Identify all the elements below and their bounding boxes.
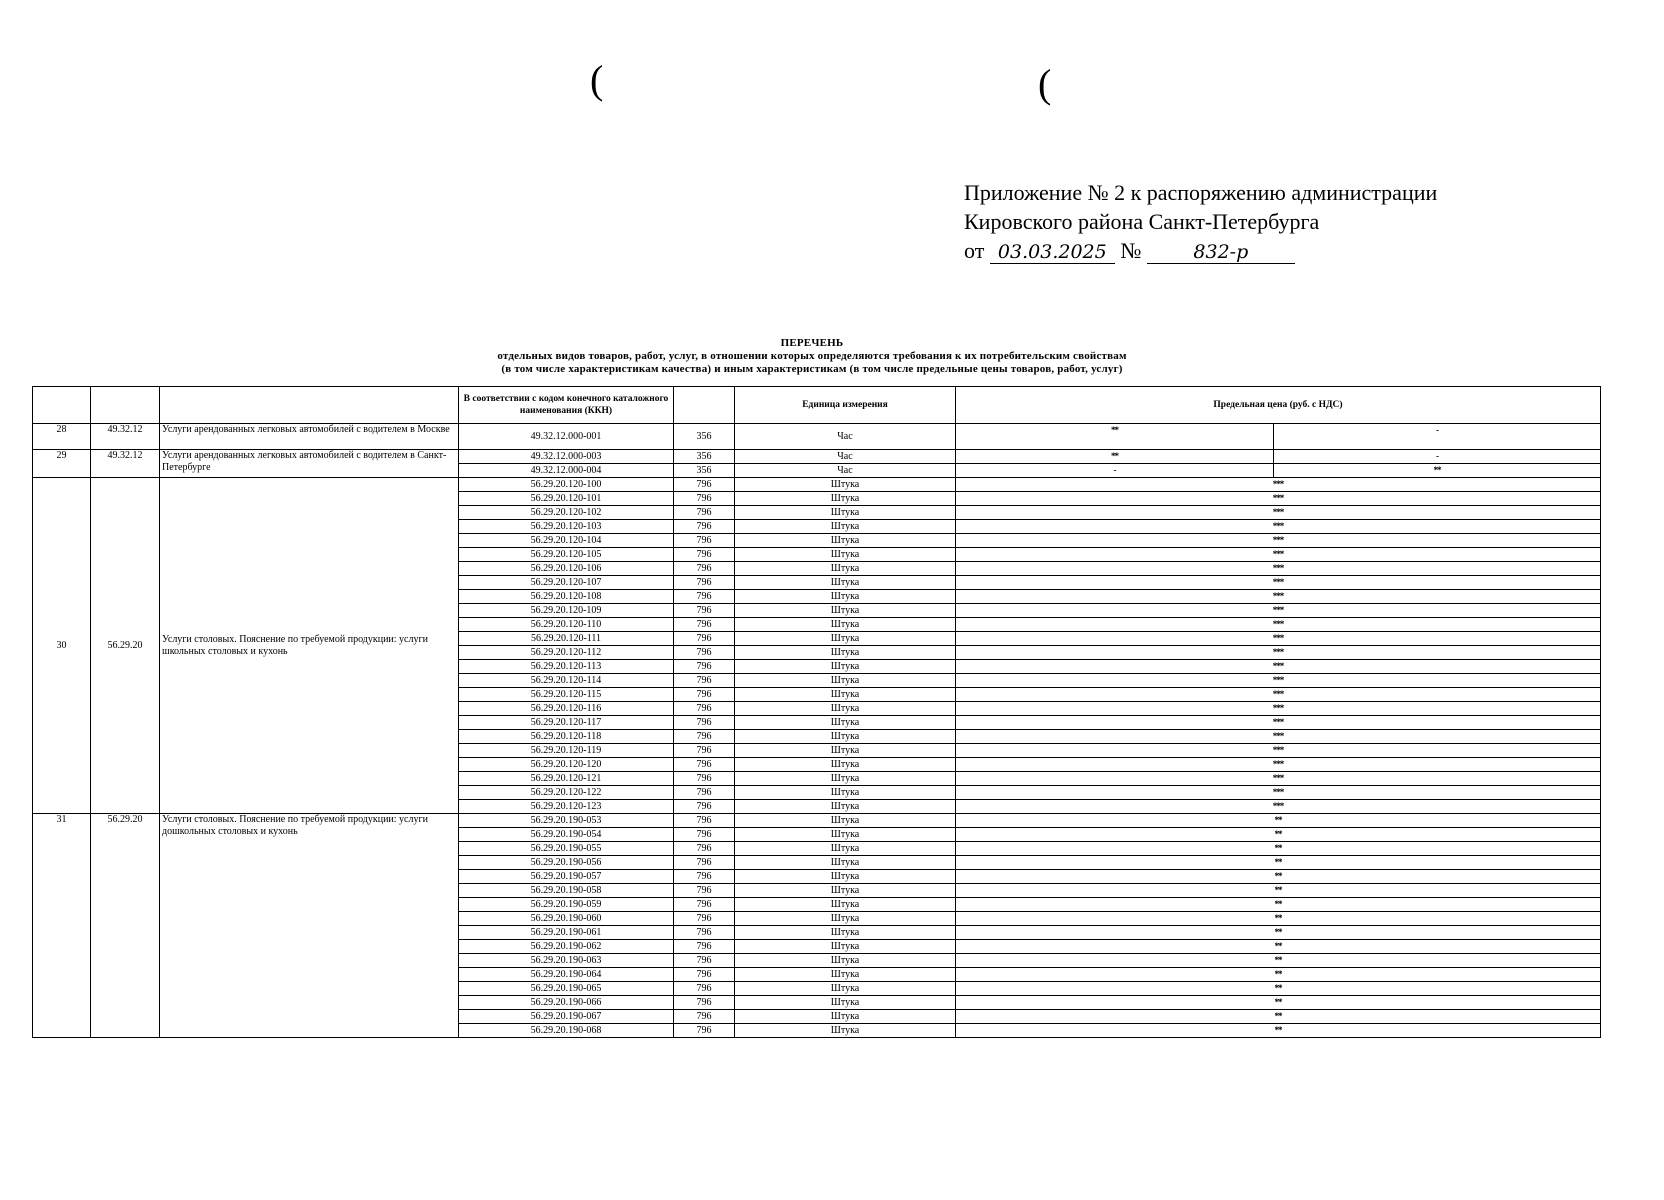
unit-name: Штука (735, 982, 956, 996)
okei-code: 796 (674, 968, 735, 982)
okei-code: 796 (674, 856, 735, 870)
service-name: Услуги столовых. Пояснение по требуемой продукции: услуги школьных столовых и кухонь (160, 478, 459, 814)
kkn-code: 56.29.20.190-066 (459, 996, 674, 1010)
kkn-code: 56.29.20.120-119 (459, 744, 674, 758)
price-moscow: ** (956, 424, 1274, 450)
appendix-line-3 (964, 236, 1437, 265)
kkn-code: 56.29.20.190-057 (459, 870, 674, 884)
okei-code: 796 (674, 604, 735, 618)
kkn-code: 56.29.20.120-107 (459, 576, 674, 590)
kkn-code: 49.32.12.000-001 (459, 424, 674, 450)
row-number: 29 (33, 450, 91, 478)
unit-name: Час (735, 424, 956, 450)
price-limit: ** (956, 954, 1601, 968)
kkn-code: 56.29.20.190-068 (459, 1024, 674, 1038)
requirements-table-wrap (32, 386, 1600, 1038)
okei-code: 796 (674, 982, 735, 996)
unit-name: Штука (735, 702, 956, 716)
header-price: Предельная цена (руб. с НДС) (956, 387, 1601, 424)
price-limit: *** (956, 534, 1601, 548)
okei-code: 796 (674, 716, 735, 730)
kkn-code: 56.29.20.120-102 (459, 506, 674, 520)
kkn-code: 56.29.20.120-104 (459, 534, 674, 548)
okei-code: 796 (674, 1010, 735, 1024)
list-heading: ПЕРЕЧЕНЬ (780, 337, 844, 349)
okei-code: 796 (674, 940, 735, 954)
table-row (33, 450, 1601, 464)
okei-code: 796 (674, 996, 735, 1010)
unit-name: Штука (735, 772, 956, 786)
price-limit: ** (956, 1010, 1601, 1024)
appendix-line-1: Приложение № 2 к распоряжению администрации (964, 180, 1438, 205)
price-limit: ** (956, 982, 1601, 996)
kkn-code: 56.29.20.120-111 (459, 632, 674, 646)
kkn-code: 56.29.20.120-116 (459, 702, 674, 716)
kkn-code: 56.29.20.120-101 (459, 492, 674, 506)
unit-name: Штука (735, 870, 956, 884)
okei-code: 796 (674, 702, 735, 716)
unit-name: Штука (735, 898, 956, 912)
price-limit: *** (956, 744, 1601, 758)
service-name: Услуги столовых. Пояснение по требуемой продукции: услуги дошкольных столовых и кухонь (160, 814, 459, 1038)
unit-name: Штука (735, 968, 956, 982)
kkn-code: 56.29.20.120-108 (459, 590, 674, 604)
unit-name: Штука (735, 842, 956, 856)
unit-name: Штука (735, 562, 956, 576)
appendix-block (964, 178, 1437, 265)
okei-code: 796 (674, 828, 735, 842)
service-name: Услуги арендованных легковых автомобилей с водителем в Москве (160, 424, 459, 450)
kkn-code: 56.29.20.120-113 (459, 660, 674, 674)
table-body (33, 424, 1601, 1038)
okei-code: 796 (674, 646, 735, 660)
unit-name: Штука (735, 548, 956, 562)
price-limit: *** (956, 562, 1601, 576)
kkn-code: 56.29.20.190-053 (459, 814, 674, 828)
price-limit: *** (956, 786, 1601, 800)
number-label: № (1120, 238, 1142, 263)
kkn-code: 49.32.12.000-003 (459, 450, 674, 464)
price-limit: *** (956, 758, 1601, 772)
unit-name: Штука (735, 1010, 956, 1024)
kkn-code: 56.29.20.120-120 (459, 758, 674, 772)
price-limit: *** (956, 772, 1601, 786)
price-limit: *** (956, 646, 1601, 660)
kkn-code: 56.29.20.190-064 (459, 968, 674, 982)
unit-name: Штука (735, 730, 956, 744)
okei-code: 796 (674, 618, 735, 632)
kkn-code: 56.29.20.120-112 (459, 646, 674, 660)
okei-code: 356 (674, 450, 735, 464)
price-limit: ** (956, 828, 1601, 842)
price-limit: ** (956, 814, 1601, 828)
okei-code: 796 (674, 898, 735, 912)
price-limit: ** (956, 996, 1601, 1010)
okei-code: 796 (674, 800, 735, 814)
kkn-code: 49.32.12.000-004 (459, 464, 674, 478)
unit-name: Штука (735, 478, 956, 492)
kkn-code: 56.29.20.190-055 (459, 842, 674, 856)
price-limit: *** (956, 506, 1601, 520)
price-spb: - (1274, 450, 1601, 464)
header-okpd (91, 387, 160, 424)
okei-code: 796 (674, 912, 735, 926)
table-header-row (33, 387, 1601, 424)
price-limit: ** (956, 926, 1601, 940)
row-number: 28 (33, 424, 91, 450)
okei-code: 796 (674, 814, 735, 828)
kkn-code: 56.29.20.190-067 (459, 1010, 674, 1024)
okei-code: 796 (674, 730, 735, 744)
price-limit: *** (956, 702, 1601, 716)
unit-name: Штука (735, 954, 956, 968)
okei-code: 796 (674, 926, 735, 940)
unit-name: Штука (735, 506, 956, 520)
okei-code: 796 (674, 492, 735, 506)
unit-name: Штука (735, 590, 956, 604)
okei-code: 796 (674, 772, 735, 786)
kkn-code: 56.29.20.120-117 (459, 716, 674, 730)
unit-name: Штука (735, 1024, 956, 1038)
kkn-code: 56.29.20.120-106 (459, 562, 674, 576)
kkn-code: 56.29.20.190-065 (459, 982, 674, 996)
unit-name: Штука (735, 758, 956, 772)
okei-code: 796 (674, 842, 735, 856)
from-label: от (964, 238, 985, 263)
price-limit: *** (956, 618, 1601, 632)
list-title (0, 337, 1624, 376)
okei-code: 796 (674, 660, 735, 674)
kkn-code: 56.29.20.120-109 (459, 604, 674, 618)
price-limit: ** (956, 870, 1601, 884)
price-moscow: - (956, 464, 1274, 478)
okei-code: 796 (674, 520, 735, 534)
okei-code: 796 (674, 954, 735, 968)
unit-name: Штука (735, 800, 956, 814)
okei-code: 796 (674, 632, 735, 646)
unit-name: Штука (735, 632, 956, 646)
okei-code: 796 (674, 1024, 735, 1038)
price-spb: ** (1274, 464, 1601, 478)
kkn-code: 56.29.20.120-115 (459, 688, 674, 702)
price-limit: *** (956, 548, 1601, 562)
price-limit: *** (956, 716, 1601, 730)
okei-code: 356 (674, 464, 735, 478)
unit-name: Штука (735, 744, 956, 758)
table-row (33, 424, 1601, 450)
price-limit: *** (956, 800, 1601, 814)
unit-name: Час (735, 450, 956, 464)
header-name (160, 387, 459, 424)
okei-code: 796 (674, 786, 735, 800)
unit-name: Штука (735, 940, 956, 954)
price-limit: ** (956, 856, 1601, 870)
row-number: 31 (33, 814, 91, 1038)
kkn-code: 56.29.20.120-110 (459, 618, 674, 632)
list-subtitle-2: (в том числе характеристикам качества) и иным характеристикам (в том числе предельные цены товаров, работ, услуг) (501, 363, 1123, 375)
okei-code: 796 (674, 688, 735, 702)
header-okei (674, 387, 735, 424)
binding-mark-left: ( (590, 57, 604, 102)
requirements-table (32, 386, 1601, 1038)
price-moscow: ** (956, 450, 1274, 464)
price-limit: *** (956, 674, 1601, 688)
kkn-code: 56.29.20.120-118 (459, 730, 674, 744)
price-limit: ** (956, 940, 1601, 954)
kkn-code: 56.29.20.120-100 (459, 478, 674, 492)
okpd-code: 56.29.20 (91, 814, 160, 1038)
okei-code: 796 (674, 562, 735, 576)
table-row (33, 814, 1601, 828)
service-name: Услуги арендованных легковых автомобилей с водителем в Санкт-Петербурге (160, 450, 459, 478)
unit-name: Штука (735, 660, 956, 674)
okpd-code: 49.32.12 (91, 424, 160, 450)
price-limit: *** (956, 632, 1601, 646)
price-spb: - (1274, 424, 1601, 450)
unit-name: Штука (735, 856, 956, 870)
price-limit: *** (956, 660, 1601, 674)
price-limit: *** (956, 688, 1601, 702)
okei-code: 796 (674, 758, 735, 772)
okei-code: 796 (674, 870, 735, 884)
price-limit: ** (956, 968, 1601, 982)
kkn-code: 56.29.20.190-063 (459, 954, 674, 968)
kkn-code: 56.29.20.120-122 (459, 786, 674, 800)
price-limit: ** (956, 912, 1601, 926)
unit-name: Штука (735, 688, 956, 702)
kkn-code: 56.29.20.190-060 (459, 912, 674, 926)
unit-name: Штука (735, 646, 956, 660)
unit-name: Штука (735, 996, 956, 1010)
kkn-code: 56.29.20.120-105 (459, 548, 674, 562)
header-unit: Единица измерения (735, 387, 956, 424)
price-limit: *** (956, 520, 1601, 534)
unit-name: Штука (735, 884, 956, 898)
unit-name: Штука (735, 912, 956, 926)
okei-code: 796 (674, 576, 735, 590)
price-limit: ** (956, 898, 1601, 912)
okei-code: 796 (674, 534, 735, 548)
binding-mark-right: ( (1038, 61, 1052, 106)
price-limit: ** (956, 1024, 1601, 1038)
okei-code: 796 (674, 590, 735, 604)
order-number: 832-р (1147, 241, 1295, 264)
okei-code: 356 (674, 424, 735, 450)
okei-code: 796 (674, 884, 735, 898)
unit-name: Штука (735, 520, 956, 534)
kkn-code: 56.29.20.120-103 (459, 520, 674, 534)
price-limit: ** (956, 884, 1601, 898)
header-kkn: В соответствии с кодом конечного каталожного наименования (ККН) (459, 387, 674, 424)
header-num (33, 387, 91, 424)
table-row (33, 478, 1601, 492)
unit-name: Штука (735, 716, 956, 730)
okei-code: 796 (674, 744, 735, 758)
unit-name: Штука (735, 674, 956, 688)
price-limit: *** (956, 492, 1601, 506)
unit-name: Штука (735, 604, 956, 618)
list-subtitle-1: отдельных видов товаров, работ, услуг, в отношении которых определяются требования к их потребительским свойствам (497, 350, 1127, 362)
unit-name: Штука (735, 492, 956, 506)
unit-name: Штука (735, 576, 956, 590)
okei-code: 796 (674, 506, 735, 520)
unit-name: Штука (735, 926, 956, 940)
kkn-code: 56.29.20.190-061 (459, 926, 674, 940)
okei-code: 796 (674, 548, 735, 562)
okpd-code: 56.29.20 (91, 478, 160, 814)
price-limit: ** (956, 842, 1601, 856)
kkn-code: 56.29.20.190-062 (459, 940, 674, 954)
kkn-code: 56.29.20.190-059 (459, 898, 674, 912)
price-limit: *** (956, 576, 1601, 590)
row-number: 30 (33, 478, 91, 814)
kkn-code: 56.29.20.120-121 (459, 772, 674, 786)
kkn-code: 56.29.20.190-056 (459, 856, 674, 870)
price-limit: *** (956, 604, 1601, 618)
unit-name: Час (735, 464, 956, 478)
unit-name: Штука (735, 786, 956, 800)
price-limit: *** (956, 730, 1601, 744)
unit-name: Штука (735, 814, 956, 828)
kkn-code: 56.29.20.190-058 (459, 884, 674, 898)
unit-name: Штука (735, 828, 956, 842)
kkn-code: 56.29.20.120-114 (459, 674, 674, 688)
kkn-code: 56.29.20.190-054 (459, 828, 674, 842)
unit-name: Штука (735, 534, 956, 548)
kkn-code: 56.29.20.120-123 (459, 800, 674, 814)
unit-name: Штука (735, 618, 956, 632)
order-date: 03.03.2025 (990, 241, 1115, 264)
okei-code: 796 (674, 478, 735, 492)
price-limit: *** (956, 478, 1601, 492)
okpd-code: 49.32.12 (91, 450, 160, 478)
okei-code: 796 (674, 674, 735, 688)
appendix-line-2: Кировского района Санкт-Петербурга (964, 209, 1320, 234)
price-limit: *** (956, 590, 1601, 604)
